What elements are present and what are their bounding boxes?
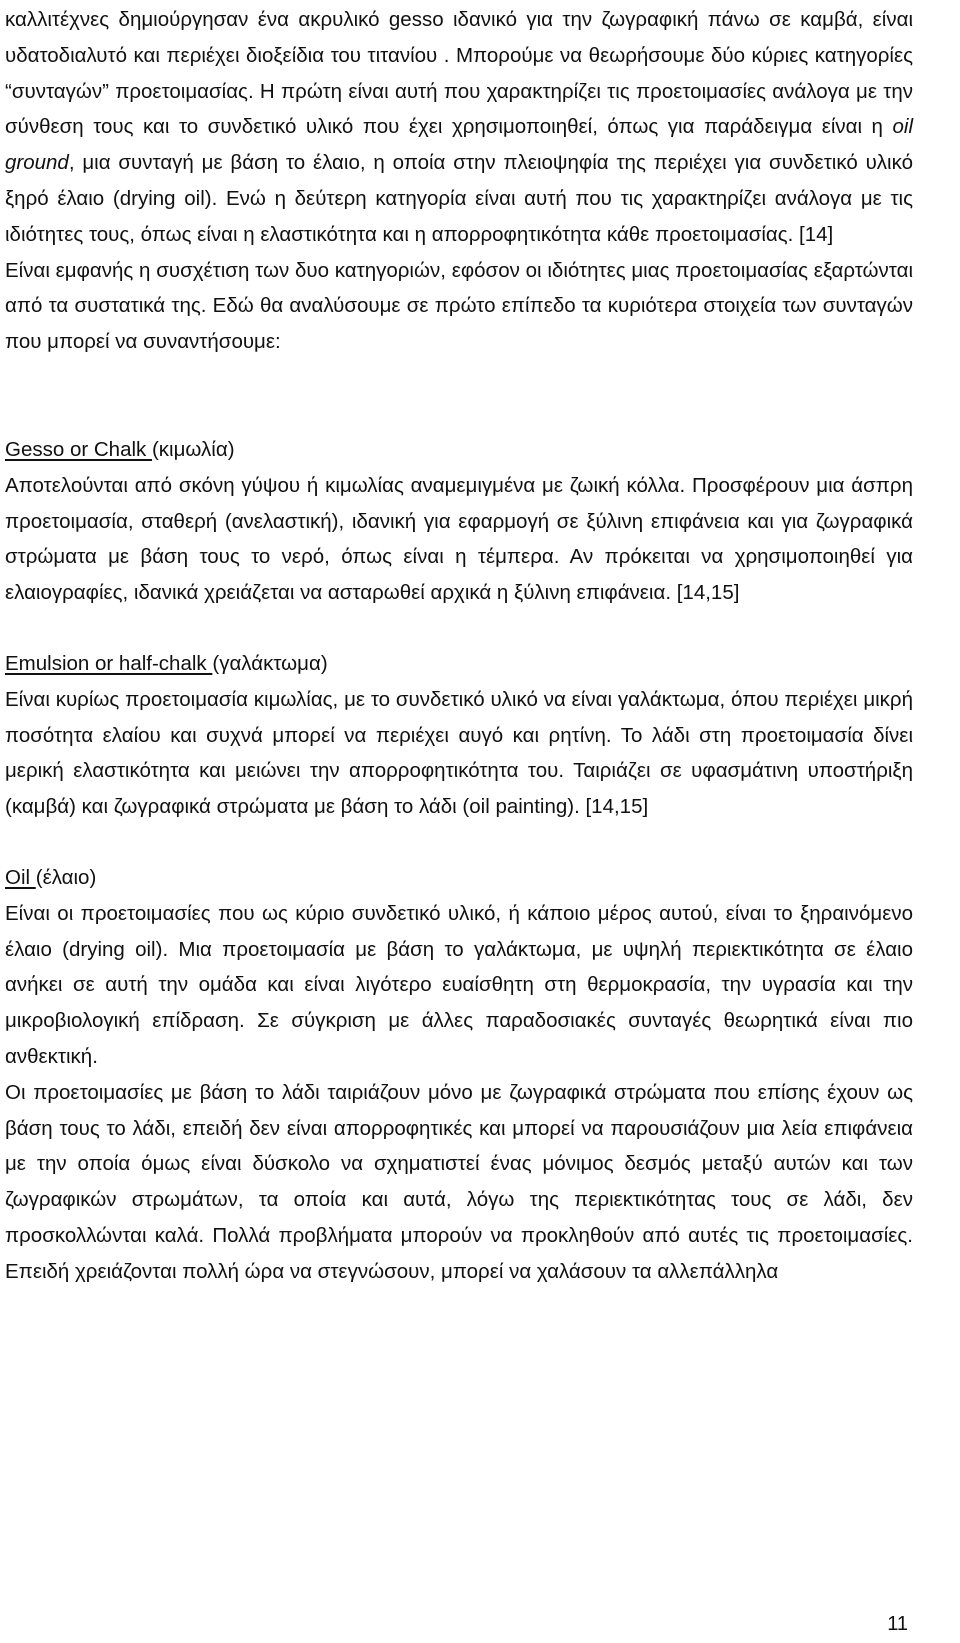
section-heading-oil <box>5 860 913 896</box>
document-page <box>5 0 913 1290</box>
intro-text-italic: oil ground <box>5 115 913 175</box>
section-heading-emulsion-rest: (γαλάκτωμα) <box>212 651 328 675</box>
section-heading-gesso <box>5 432 913 468</box>
section-heading-gesso-rest: (κιμωλία) <box>151 437 235 461</box>
section-body-emulsion: Είναι κυρίως προετοιμασία κιμωλίας, με το συνδετικό υλικό να είναι γαλάκτωμα, όπου περιέχει μικρή ποσότητα ελαίου και συχνά μπορεί να περιέχει αυγό και ρητίνη. Το λάδι στη προετοιμασία δίνει μερική ελαστικότητα και μειώνει την απορροφητικότητα του. Ταιριάζει σε υφασμάτινη υποστήριξη (καμβά) και ζωγραφικά στρώματα με βάση το λάδι (oil painting). [14,15] <box>5 687 913 819</box>
section-body-oil: Είναι οι προετοιμασίες που ως κύριο συνδετικό υλικό, ή κάποιο μέρος αυτού, είναι το ξηραινόμενο έλαιο (drying oil). Μια προετοιμασία με βάση το γαλάκτωμα, με υψηλή περιεκτικότητα σε έλαιο ανήκει σε αυτή την ομάδα και είναι λιγότερο ευαίσθητη στη θερμοκρασία, την υγρασία και την μικροβιολογική επίδραση. Σε σύγκριση με άλλες παραδοσιακές συνταγές θεωρητικά είναι πιο ανθεκτική. <box>5 901 913 1068</box>
section-spacer <box>5 825 913 860</box>
intro-paragraph-1 <box>5 2 913 253</box>
section-spacer <box>5 360 913 432</box>
section-heading-emulsion-underlined: Emulsion or half-chalk <box>5 651 213 675</box>
section-heading-gesso-underlined: Gesso or Chalk <box>5 437 152 461</box>
section-heading-emulsion <box>5 646 913 682</box>
section-heading-oil-underlined: Oil <box>5 865 36 889</box>
section-body-oil-continued: Οι προετοιμασίες με βάση το λάδι ταιριάζουν μόνο με ζωγραφικά στρώματα που επίσης έχουν ως βάση τους το λάδι, επειδή δεν είναι απορροφητικές και μπορεί να παρουσιάζουν μια λεία επιφάνεια με την οποία όμως είναι δύσκολο να σχηματιστεί ένας μόνιμος δεσμός μεταξύ αυτών και των ζωγραφικών στρωμάτων, τα οποία και αυτά, λόγω της περιεκτικότητας τους σε λάδι, δεν προσκολλώνται καλά. Πολλά προβλήματα μπορούν να προκληθούν από αυτές τις προετοιμασίες. Επειδή χρειάζονται πολλή ώρα να στεγνώσουν, μπορεί να χαλάσουν τα αλλεπάλληλα <box>5 1080 913 1283</box>
intro-text-b: , μια συνταγή με βάση το έλαιο, η οποία στην πλειοψηφία της περιέχει για συνδετικό υλικό ξηρό έλαιο (drying oil). Ενώ η δεύτερη κατηγορία είναι αυτή που τις χαρακτηρίζει ανάλογα με τις ιδιότητες τους, όπως είναι η ελαστικότητα και η απορροφητικότητα κάθε προετοιμασίας. [14] <box>5 151 913 246</box>
intro-paragraph-2: Είναι εμφανής η συσχέτιση των δυο κατηγοριών, εφόσον οι ιδιότητες μιας προετοιμασίας εξαρτώνται από τα συστατικά της. Εδώ θα αναλύσουμε σε πρώτο επίπεδο τα κυριότερα στοιχεία των συνταγών που μπορεί να συναντήσουμε: <box>5 258 913 354</box>
intro-text-a: καλλιτέχνες δημιούργησαν ένα ακρυλικό gesso ιδανικό για την ζωγραφική πάνω σε καμβά, είναι υδατοδιαλυτό και περιέχει διοξείδια του τιτανίου . Μπορούμε να θεωρήσουμε δύο κύριες κατηγορίες “συνταγών” προετοιμασίας. Η πρώτη είναι αυτή που χαρακτηρίζει τις προετοιμασίες ανάλογα με την σύνθεση τους και το συνδετικό υλικό που έχει χρησιμοποιηθεί, όπως για παράδειγμα είναι η <box>5 8 913 139</box>
section-spacer <box>5 611 913 646</box>
page-number: 11 <box>887 1613 908 1635</box>
section-heading-oil-rest: (έλαιο) <box>35 865 97 889</box>
section-body-gesso: Αποτελούνται από σκόνη γύψου ή κιμωλίας αναμεμιγμένα με ζωική κόλλα. Προσφέρουν μια άσπρη προετοιμασία, σταθερή (ανελαστική), ιδανική για εφαρμογή σε ξύλινη επιφάνεια και για ζωγραφικά στρώματα με βάση τους το νερό, όπως είναι η τέμπερα. Αν πρόκειται να χρησιμοποιηθεί για ελαιογραφίες, ιδανικά χρειάζεται να ασταρωθεί αρχικά η ξύλινη επιφάνεια. [14,15] <box>5 473 913 605</box>
